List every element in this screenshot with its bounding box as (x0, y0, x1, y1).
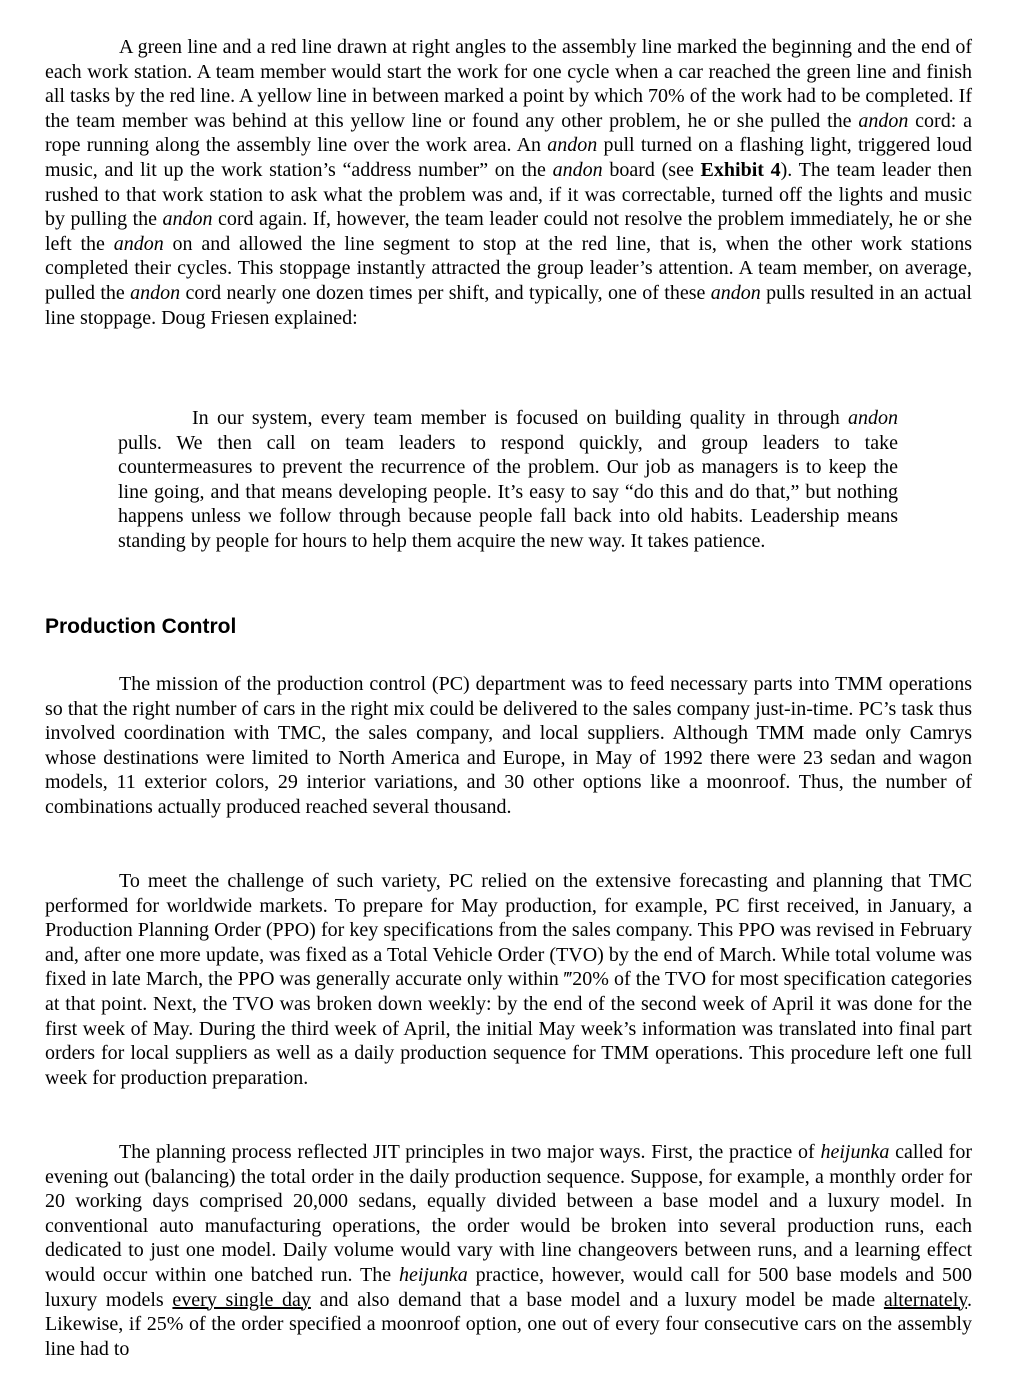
andon-term: andon (710, 281, 761, 304)
andon-term: andon (547, 134, 598, 157)
andon-term: andon (858, 109, 909, 132)
paragraph-andon-system: A green line and a red line drawn at right angles to the assembly line marked the beginning and the end of each work station. A team member would start the work for one cycle when a car reached the green line and finish all tasks by the red line. A yellow line in between marked a point by which 70% of the work had to be completed. If the team member was behind at this yellow line or found any other problem, he or she pulled the andon cord: a rope running along the assembly line over the work area. An andon pull turned on a flashing light, triggered loud music, and lit up the work station’s “address number” on the andon board (see Exhibit 4). The team leader then rushed to that work station to ask what the problem was and, if it was correctable, turned off the lights and music by pulling the andon cord again. If, however, the team leader could not resolve the problem immediately, he or she left the andon on and allowed the line segment to stop at the red line, that is, when the other work stations completed their cycles. This stoppage instantly attracted the group leader’s attention. A team member, on average, pulled the andon cord nearly one dozen times per shift, and typically, one of these andon pulls resulted in an actual line stoppage. Doug Friesen explained: (45, 36, 973, 329)
paragraph-pc-forecasting: To meet the challenge of such variety, PC relied on the extensive forecasting and planning that TMC performed for worldwide markets. To prepare for May production, for example, PC first received, in January, a Production Planning Order (PPO) for key specifications from the sales company. This PPO was revised in February and, after one more update, was fixed as a Total Vehicle Order (TVO) by the end of March. While total volume was fixed in late March, the PPO was generally accurate only within ‴20% of the TVO for most specification categories at that point. Next, the TVO was broken down weekly: by the end of the second week of April it was done for the first week of May. During the third week of April, the initial May week’s information was translated into final part orders for local suppliers as well as a daily production sequence for TMM operations. This procedure left one full week for production preparation. (45, 870, 972, 1089)
andon-term: andon (552, 158, 603, 181)
andon-term: andon (162, 208, 213, 231)
exhibit-reference: Exhibit 4 (700, 158, 781, 181)
block-quote-friesen: In our system, every team member is focused on building quality in through andon pulls. We then call on team leaders to respond quickly, and group leaders to take countermeasures to prevent the recurrence of the problem. Our job as managers is to keep the line going, and that means developing people. It’s easy to say “do this and do that,” but nothing happens unless we follow through because people fall back into old habits. Leadership means standing by people for hours to help them acquire the new way. It takes patience. (118, 407, 898, 552)
heijunka-term: heijunka (398, 1263, 468, 1286)
paragraph-heijunka: The planning process reflected JIT principles in two major ways. First, the practice of heijunka called for evening out (balancing) the total order in the daily production sequence. Suppose, for example, a monthly order for 20 working days comprised 20,000 sedans, equally divided between a base model and a luxury model. In conventional auto manufacturing operations, the order would be broken into several production runs, each dedicated to just one model. Daily volume would vary with line changeovers between runs, and a learning effect would occur within one batched run. The heijunka practice, however, would call for 500 base models and 500 luxury models every single day and also demand that a base model and a luxury model be made alternately. Likewise, if 25% of the order specified a moonroof option, one out of every four consecutive cars on the assembly line had to (45, 1141, 973, 1360)
emphasis-alternately: alternately (883, 1288, 967, 1311)
heijunka-term: heijunka (820, 1141, 890, 1163)
paragraph-pc-mission: The mission of the production control (PC) department was to feed necessary parts into TMM operations so that the right number of cars in the right mix could be delivered to the sales company just-in-time. PC’s task thus involved coordination with TMC, the sales company, and local suppliers. Although TMM made only Camrys whose destinations were limited to North America and Europe, in May of 1992 there were 23 sedan and wagon models, 11 exterior colors, 29 interior variations, and 30 other options like a moonroof. Thus, the number of combinations actually produced reached several thousand. (45, 673, 972, 818)
andon-term: andon (113, 232, 164, 255)
emphasis-every-single-day: every single day (172, 1288, 311, 1311)
andon-term: andon (130, 281, 181, 304)
section-heading-production-control: Production Control (45, 615, 237, 638)
andon-term: andon (848, 407, 898, 429)
